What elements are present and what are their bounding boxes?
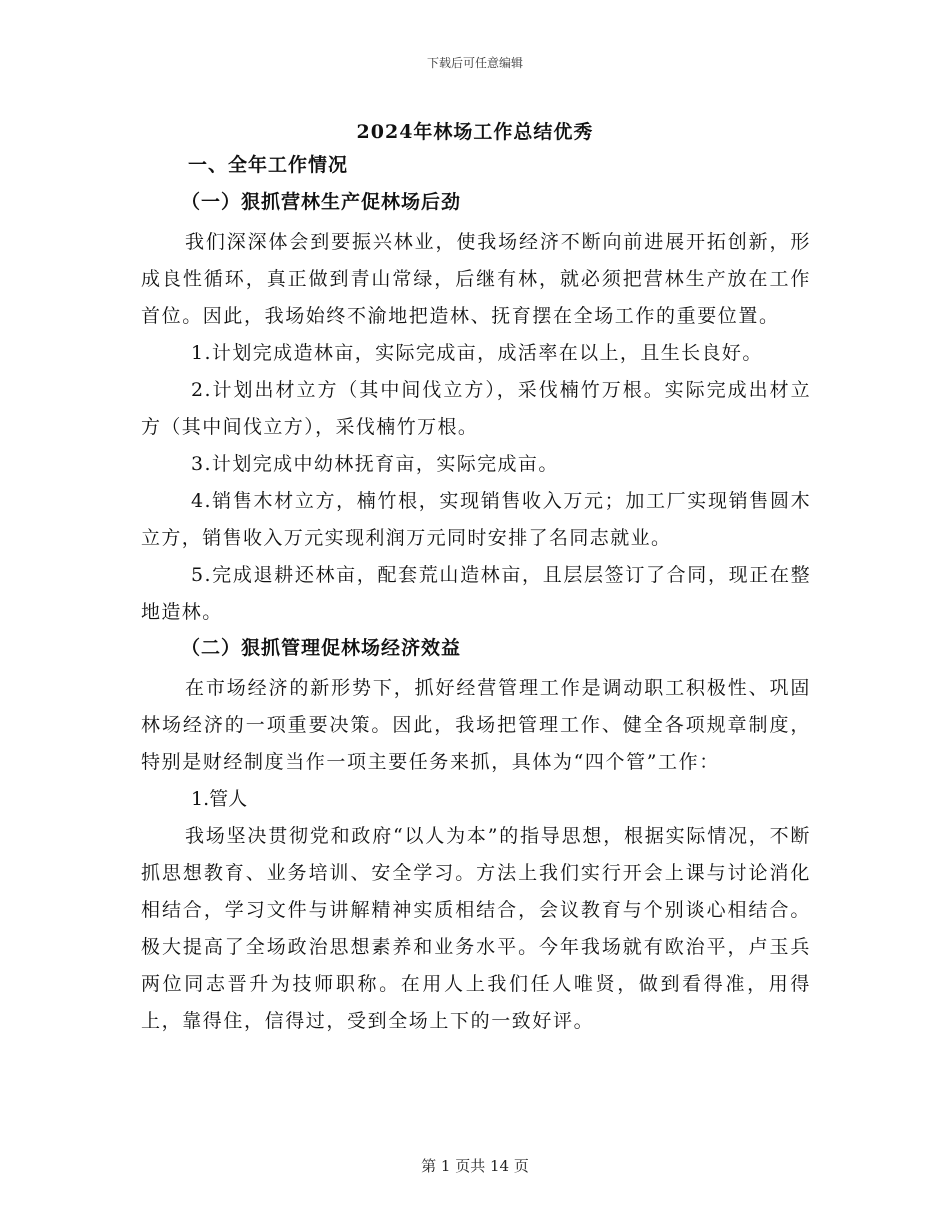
list-item: 1.计划完成造林亩，实际完成亩，成活率在以上，且生长良好。 [191,342,763,364]
list-item: 4.销售木材立方，楠竹根，实现销售收入万元；加工厂实现销售圆木立方，销售收入万元实现利润万元同时安排了名同志就业。 [141,490,811,549]
document-body [141,150,811,1040]
paragraph: 我场坚决贯彻党和政府“以人为本”的指导思想，根据实际情况，不断抓思想教育、业务培训、安全学习。方法上我们实行开会上课与讨论消化相结合，学习文件与讲解精神实质相结合，会议教育与个别谈心相结合。极大提高了全场政治思想素养和业务水平。今年我场就有欧治平，卢玉兵两位同志晋升为技师职称。在用人上我们任人唯贤，做到看得准，用得上，靠得住，信得过，受到全场上下的一致好评。 [141,825,811,1032]
paragraph: 在市场经济的新形势下，抓好经营管理工作是调动职工积极性、巩固林场经济的一项重要决策。因此，我场把管理工作、健全各项规章制度，特别是财经制度当作一项主要任务来抓，具体为“四个管”工作： [141,677,811,773]
list-item: 2.计划出材立方（其中间伐立方），采伐楠竹万根。实际完成出材立方（其中间伐立方），采伐楠竹万根。 [141,379,811,438]
section-heading: 一、全年工作情况 [188,154,349,176]
subsection-heading: （一）狠抓营林生产促林场后劲 [181,191,462,213]
list-item: 5.完成退耕还林亩，配套荒山造林亩，且层层签订了合同，现正在整地造林。 [141,564,811,623]
item-heading: 1.管人 [191,788,248,810]
page-header-note: 下载后可任意编辑 [426,56,523,70]
document-title: 2024年林场工作总结优秀 [356,121,594,143]
page-footer: 第 1 页共 14 页 [421,1157,529,1175]
paragraph: 我们深深体会到要振兴林业，使我场经济不断向前进展开拓创新，形成良性循环，真正做到青山常绿，后继有林，就必须把营林生产放在工作首位。因此，我场始终不渝地把造林、抚育摆在全场工作的重要位置。 [141,231,811,327]
subsection-heading: （二）狠抓管理促林场经济效益 [181,637,462,659]
list-item: 3.计划完成中幼林抚育亩，实际完成亩。 [191,453,559,475]
